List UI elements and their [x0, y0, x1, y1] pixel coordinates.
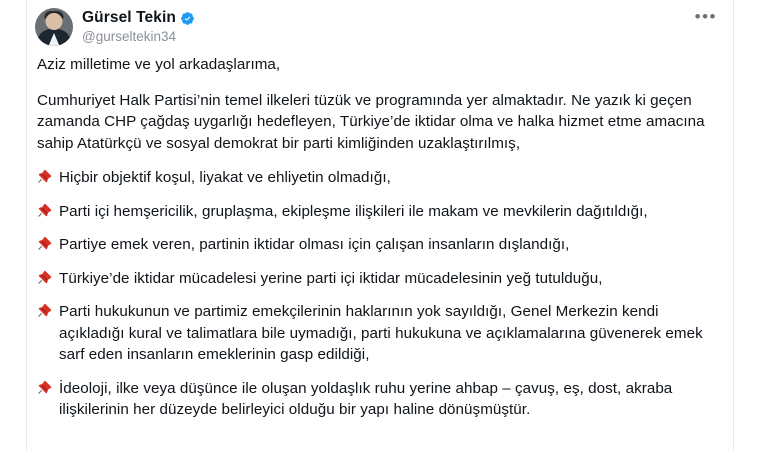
pushpin-icon	[37, 380, 52, 395]
pushpin-icon	[37, 236, 52, 251]
tweet-paragraph-salutation: Aziz milletime ve yol arkadaşlarıma,	[37, 56, 281, 73]
left-margin	[0, 0, 27, 450]
tweet-bullet-1-text: Hiçbir objektif koşul, liyakat ve ehliyetin olmadığı,	[59, 169, 391, 186]
pushpin-icon	[37, 303, 52, 318]
author-names	[82, 8, 195, 45]
tweet-paragraph-intro: Cumhuriyet Halk Partisi’nin temel ilkeleri tüzük ve programında yer almaktadır. Ne yazık ki geçen zamanda CHP çağdaş uygarlığı hedefleyen, Türkiye’de iktidar olma ve halka hizmet etme amacına sahip Atatürkçü ve sosyal demokrat bir parti kimliğinden uzaklaştırılmış,	[37, 91, 705, 152]
avatar-face-shape	[46, 13, 63, 30]
tweet-bullet-5-text: Parti hukukunun ve partimiz emekçilerinin haklarının yok sayıldığı, Genel Merkezin kendi açıkladığı kural ve talimatlara bile uymadığı, parti hukukuna ve açıklamalarına güvenerek emek sarf eden insanların emeklerinin gasp edildiği,	[59, 303, 703, 363]
tweet-bullet-5	[37, 301, 719, 366]
tweet-card[interactable]	[27, 0, 733, 450]
tweet-bullet-3-text: Partiye emek veren, partinin iktidar olması için çalışan insanların dışlandığı,	[59, 236, 570, 253]
author-handle[interactable]: @gurseltekin34	[82, 29, 177, 44]
pushpin-icon	[37, 203, 52, 218]
tweet-bullet-4	[37, 268, 719, 290]
tweet-text-body	[35, 50, 719, 421]
right-margin	[733, 0, 760, 450]
tweet-bullet-4-text: Türkiye’de iktidar mücadelesi yerine parti içi iktidar mücadelesinin yeğ tutulduğu,	[59, 269, 603, 287]
pushpin-icon	[37, 169, 52, 184]
avatar[interactable]	[35, 8, 73, 46]
display-name-row	[82, 9, 195, 27]
tweet-bullet-1	[37, 167, 719, 189]
pushpin-icon	[37, 270, 52, 285]
tweet-bullet-2	[37, 201, 719, 223]
tweet-header	[35, 8, 719, 50]
tweet-bullet-6-text: İdeoloji, ilke veya düşünce ile oluşan yoldaşlık ruhu yerine ahbap – çavuş, eş, dost, akraba ilişkilerinin her düzeyde belirleyici olduğu bir yapı haline dönüşmüştür.	[59, 379, 673, 418]
tweet-bullet-6	[37, 378, 719, 421]
author-display-name[interactable]: Gürsel Tekin	[82, 9, 176, 26]
tweet-bullet-3	[37, 234, 719, 256]
more-options-icon[interactable]: •••	[694, 7, 717, 26]
verified-badge-icon	[180, 11, 195, 26]
tweet-bullet-2-text: Parti içi hemşericilik, gruplaşma, ekipleşme ilişkileri ile makam ve mevkilerin dağıtıldığı,	[59, 202, 648, 220]
